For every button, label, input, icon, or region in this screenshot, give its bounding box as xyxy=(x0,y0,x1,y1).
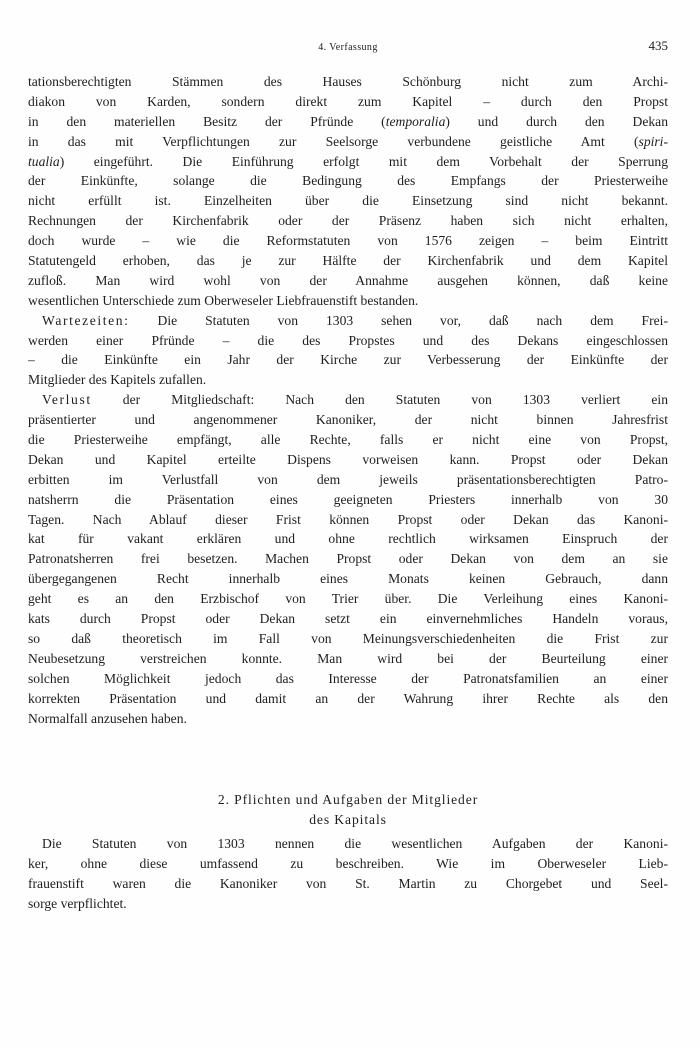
latin-term: temporalia xyxy=(385,113,446,129)
text-line: Dekan und Kapitel erteilte Dispens vorweisen kann. Propst oder Dekan xyxy=(28,451,668,467)
text-line: tationsberechtigten Stämmen des Hauses Schönburg nicht zum Archi- xyxy=(28,74,668,89)
text-line: Verlust der Mitgliedschaft: Nach den Statuten von 1303 verliert ein xyxy=(42,392,668,408)
paragraph-label: Verlust xyxy=(42,392,92,408)
text-line: korrekten Präsentation und damit an der Wahrung ihrer Rechte als den xyxy=(28,690,668,706)
text-line: so daß theoretisch im Fall von Meinungsverschiedenheiten die Frist zur xyxy=(28,630,668,646)
section-heading-line: des Kapitals xyxy=(309,811,387,827)
section-heading-line: 2. Pflichten und Aufgaben der Mitglieder xyxy=(217,792,479,807)
text-line: Die Statuten von 1303 nennen die wesentlichen Aufgaben der Kanoni- xyxy=(42,836,668,851)
running-header xyxy=(28,38,668,58)
main-text xyxy=(28,72,668,728)
text-line: Statutengeld erhoben, das je zur Hälfte der Kirchenfabrik und dem Kapitel xyxy=(28,253,668,269)
text-line: – die Einkünfte ein Jahr der Kirche zur Verbesserung der Einkünfte der xyxy=(28,352,668,368)
text-line: Neubesetzung verstreichen konnte. Man wird bei der Beurteilung einer xyxy=(28,650,668,666)
section-text xyxy=(28,834,668,914)
text-line: Wartezeiten: Die Statuten von 1303 sehen vor, daß nach dem Frei- xyxy=(42,312,668,328)
text-line: die Priesterweihe empfängt, alle Rechte, falls er nicht eine von Propst, xyxy=(28,432,668,448)
text-line: sorge verpflichtet. xyxy=(28,895,127,911)
text-line: präsentierter und angenommener Kanoniker, der nicht binnen Jahresfrist xyxy=(28,412,668,428)
text-line: wesentlichen Unterschiede zum Oberweseler Liebfrauenstift bestanden. xyxy=(28,292,419,308)
page-number: 435 xyxy=(648,38,668,53)
text-line: Mitglieder des Kapitels zufallen. xyxy=(28,372,207,388)
text-line: diakon von Karden, sondern direkt zum Kapitel – durch den Propst xyxy=(28,93,668,109)
text-line: in das mit Verpflichtungen zur Seelsorge verbundene geistliche Amt (spiri- xyxy=(28,133,668,149)
text-line: Tagen. Nach Ablauf dieser Frist können Propst oder Dekan das Kanoni- xyxy=(28,511,668,527)
text-line: in den materiellen Besitz der Pfründe (temporalia) und durch den Dekan xyxy=(28,113,668,129)
text-line: kats durch Propst oder Dekan setzt ein einvernehmliches Handeln voraus, xyxy=(28,611,668,627)
text-line: übergegangenen Recht innerhalb eines Monats keinen Gebrauch, dann xyxy=(28,571,668,587)
text-line: zufloß. Man wird wohl von der Annahme ausgehen können, daß keine xyxy=(28,272,668,288)
text-line: nicht erfüllt ist. Einzelheiten über die Einsetzung sind nicht bekannt. xyxy=(28,193,668,209)
latin-term: tualia xyxy=(28,153,60,169)
text-line: der Einkünfte, solange die Bedingung des Empfangs der Priesterweihe xyxy=(28,173,668,189)
text-line: ker, ohne diese umfassend zu beschreiben. Wie im Oberweseler Lieb- xyxy=(28,855,668,871)
text-line: Rechnungen der Kirchenfabrik oder der Präsenz haben sich nicht erhalten, xyxy=(28,213,668,229)
paragraph-label: Wartezeiten: xyxy=(42,312,130,328)
text-line: doch wurde – wie die Reformstatuten von 1576 zeigen – beim Eintritt xyxy=(28,233,668,249)
text-line: natsherrn die Präsentation eines geeigneten Priesters innerhalb von 30 xyxy=(28,491,668,507)
text-line: solchen Möglichkeit jedoch das Interesse der Patronatsfamilien an einer xyxy=(28,670,668,686)
text-line: frauenstift waren die Kanoniker von St. Martin zu Chorgebet und Seel- xyxy=(28,875,668,891)
text-line: erbitten im Verlustfall von dem jeweils präsentationsberechtigten Patro- xyxy=(28,471,668,487)
text-line: tualia) eingeführt. Die Einführung erfolgt mit dem Vorbehalt der Sperrung xyxy=(28,153,668,169)
text-line: Normalfall anzusehen haben. xyxy=(28,710,187,726)
text-line: kat für vakant erklären und ohne rechtlich wirksamen Einspruch der xyxy=(28,531,668,547)
running-title: 4. Verfassung xyxy=(318,42,378,53)
latin-term: spiri- xyxy=(638,133,668,149)
section-heading xyxy=(28,790,668,830)
text-line: geht es an den Erzbischof von Trier über. Die Verleihung eines Kanoni- xyxy=(28,591,668,607)
text-line: werden einer Pfründe – die des Propstes und des Dekans eingeschlossen xyxy=(28,332,668,348)
text-line: Patronatsherren frei besetzen. Machen Propst oder Dekan von dem an sie xyxy=(28,551,668,567)
